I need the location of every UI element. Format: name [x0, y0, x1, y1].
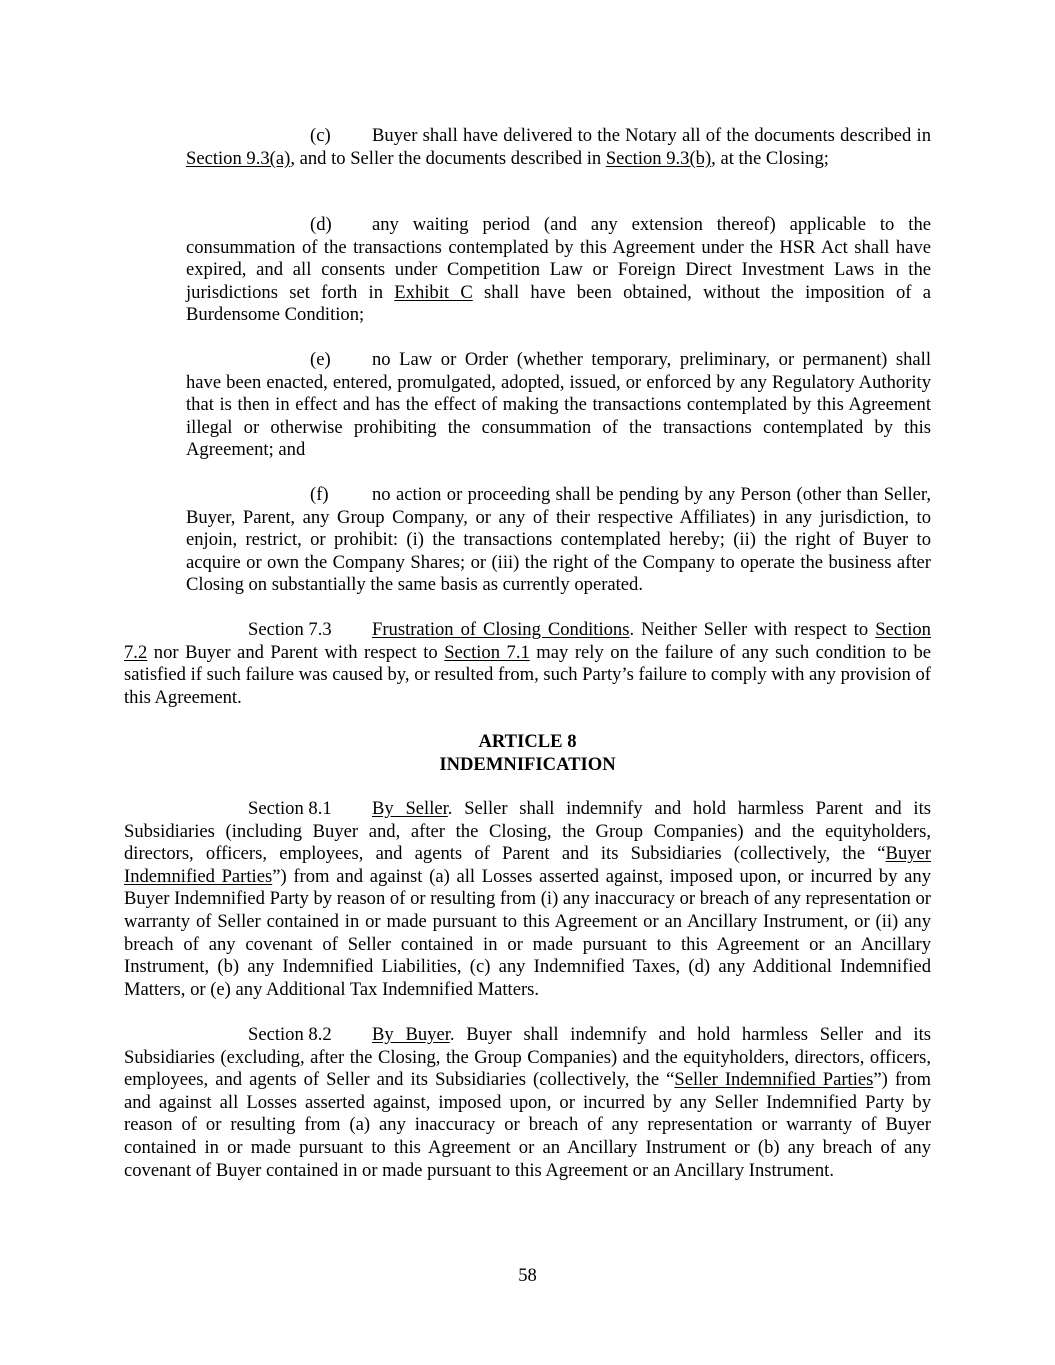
- clause-marker: (f): [310, 484, 329, 505]
- article-title: INDEMNIFICATION: [439, 754, 616, 775]
- section-number: Section 7.3: [248, 619, 332, 640]
- section-title: By Buyer: [372, 1024, 450, 1045]
- clause-marker: (e): [310, 349, 331, 370]
- section-8-2: Section 8.2 By Buyer. Buyer shall indemnify and hold harmless Seller and its Subsidiaries (excluding, after the Closing, the Group Companies) and the equityholders, directors, officers, employees, and agents of Seller and its Subsidiaries (collectively, the “Seller Indemnified Parties”) from and against all Losses asserted against, imposed upon, or incurred by any Seller Indemnified Party by reason of or resulting from (a) any inaccuracy or breach of any representation or warranty of Buyer contained in or made pursuant to this Agreement or an Ancillary Instrument or (b) any breach of any covenant of Buyer contained in or made pursuant to this Agreement or an Ancillary Instrument.: [124, 1024, 931, 1181]
- section-number: Section 8.1: [248, 798, 332, 819]
- section-number: Section 8.2: [248, 1024, 332, 1045]
- clause-marker: (d): [310, 214, 332, 235]
- article-number: ARTICLE 8: [478, 731, 577, 752]
- cross-reference-link: Section 9.3(b): [605, 147, 712, 169]
- clause-e: (e) no Law or Order (whether temporary, preliminary, or permanent) shall have been enacted, entered, promulgated, adopted, issued, or enforced by any Regulatory Authority that is then in effect and has the effect of making the transactions contemplated by this Agreement illegal or otherwise prohibiting the consummation of the transactions contemplated by this Agreement; and: [186, 349, 931, 461]
- defined-term: Seller Indemnified Parties: [674, 1069, 874, 1091]
- page-number: 58: [518, 1265, 537, 1286]
- cross-reference-link: Section 7.2: [124, 619, 931, 663]
- clause-d: (d) any waiting period (and any extension thereof) applicable to the consummation of the transactions contemplated by this Agreement under the HSR Act shall have expired, and all consents under Competition Law or Foreign Direct Investment Laws in the jurisdictions set forth in Exhibit C shall have been obtained, without the imposition of a Burdensome Condition;: [186, 214, 931, 326]
- section-8-1: Section 8.1 By Seller. Seller shall indemnify and hold harmless Parent and its Subsidiaries (including Buyer and, after the Closing, the Group Companies) and the equityholders, directors, officers, employees, and agents of Parent and its Subsidiaries (collectively, the “Buyer Indemnified Parties”) from and against (a) all Losses asserted against, imposed upon, or incurred by any Buyer Indemnified Party by reason of or resulting from (i) any inaccuracy or breach of any representation or warranty of Seller contained in or made pursuant to this Agreement or an Ancillary Instrument, or (ii) any breach of any covenant of Seller contained in or made pursuant to this Agreement or an Ancillary Instrument, (b) any Indemnified Liabilities, (c) any Indemnified Taxes, (d) any Additional Indemnified Matters, or (e) any Additional Tax Indemnified Matters.: [124, 798, 931, 1000]
- defined-term: Buyer Indemnified Parties: [124, 843, 931, 887]
- clause-marker: (c): [310, 125, 331, 146]
- section-title: By Seller: [372, 798, 448, 819]
- section-title: Frustration of Closing Conditions: [372, 619, 630, 640]
- exhibit-reference: Exhibit C: [394, 281, 473, 303]
- section-7-3: Section 7.3 Frustration of Closing Conditions. Neither Seller with respect to Section 7.2 nor Buyer and Parent with respect to Section 7.1 may rely on the failure of any such condition to be satisfied if such failure was caused by, or resulted from, such Party’s failure to comply with any provision of this Agreement.: [124, 619, 931, 708]
- clause-f: (f) no action or proceeding shall be pending by any Person (other than Seller, Buyer, Parent, any Group Company, or any of their respective Affiliates) in any jurisdiction, to enjoin, restrict, or prohibit: (i) the transactions contemplated hereby; (ii) the right of Buyer to acquire or own the Company Shares; or (iii) the right of the Company to operate the business after Closing on substantially the same basis as currently operated.: [186, 484, 931, 596]
- clause-c: (c) Buyer shall have delivered to the Notary all of the documents described in Section 9.3(a), and to Seller the documents described in Section 9.3(b), at the Closing;: [186, 125, 931, 169]
- cross-reference-link: Section 7.1: [444, 641, 530, 663]
- cross-reference-link: Section 9.3(a): [186, 147, 291, 169]
